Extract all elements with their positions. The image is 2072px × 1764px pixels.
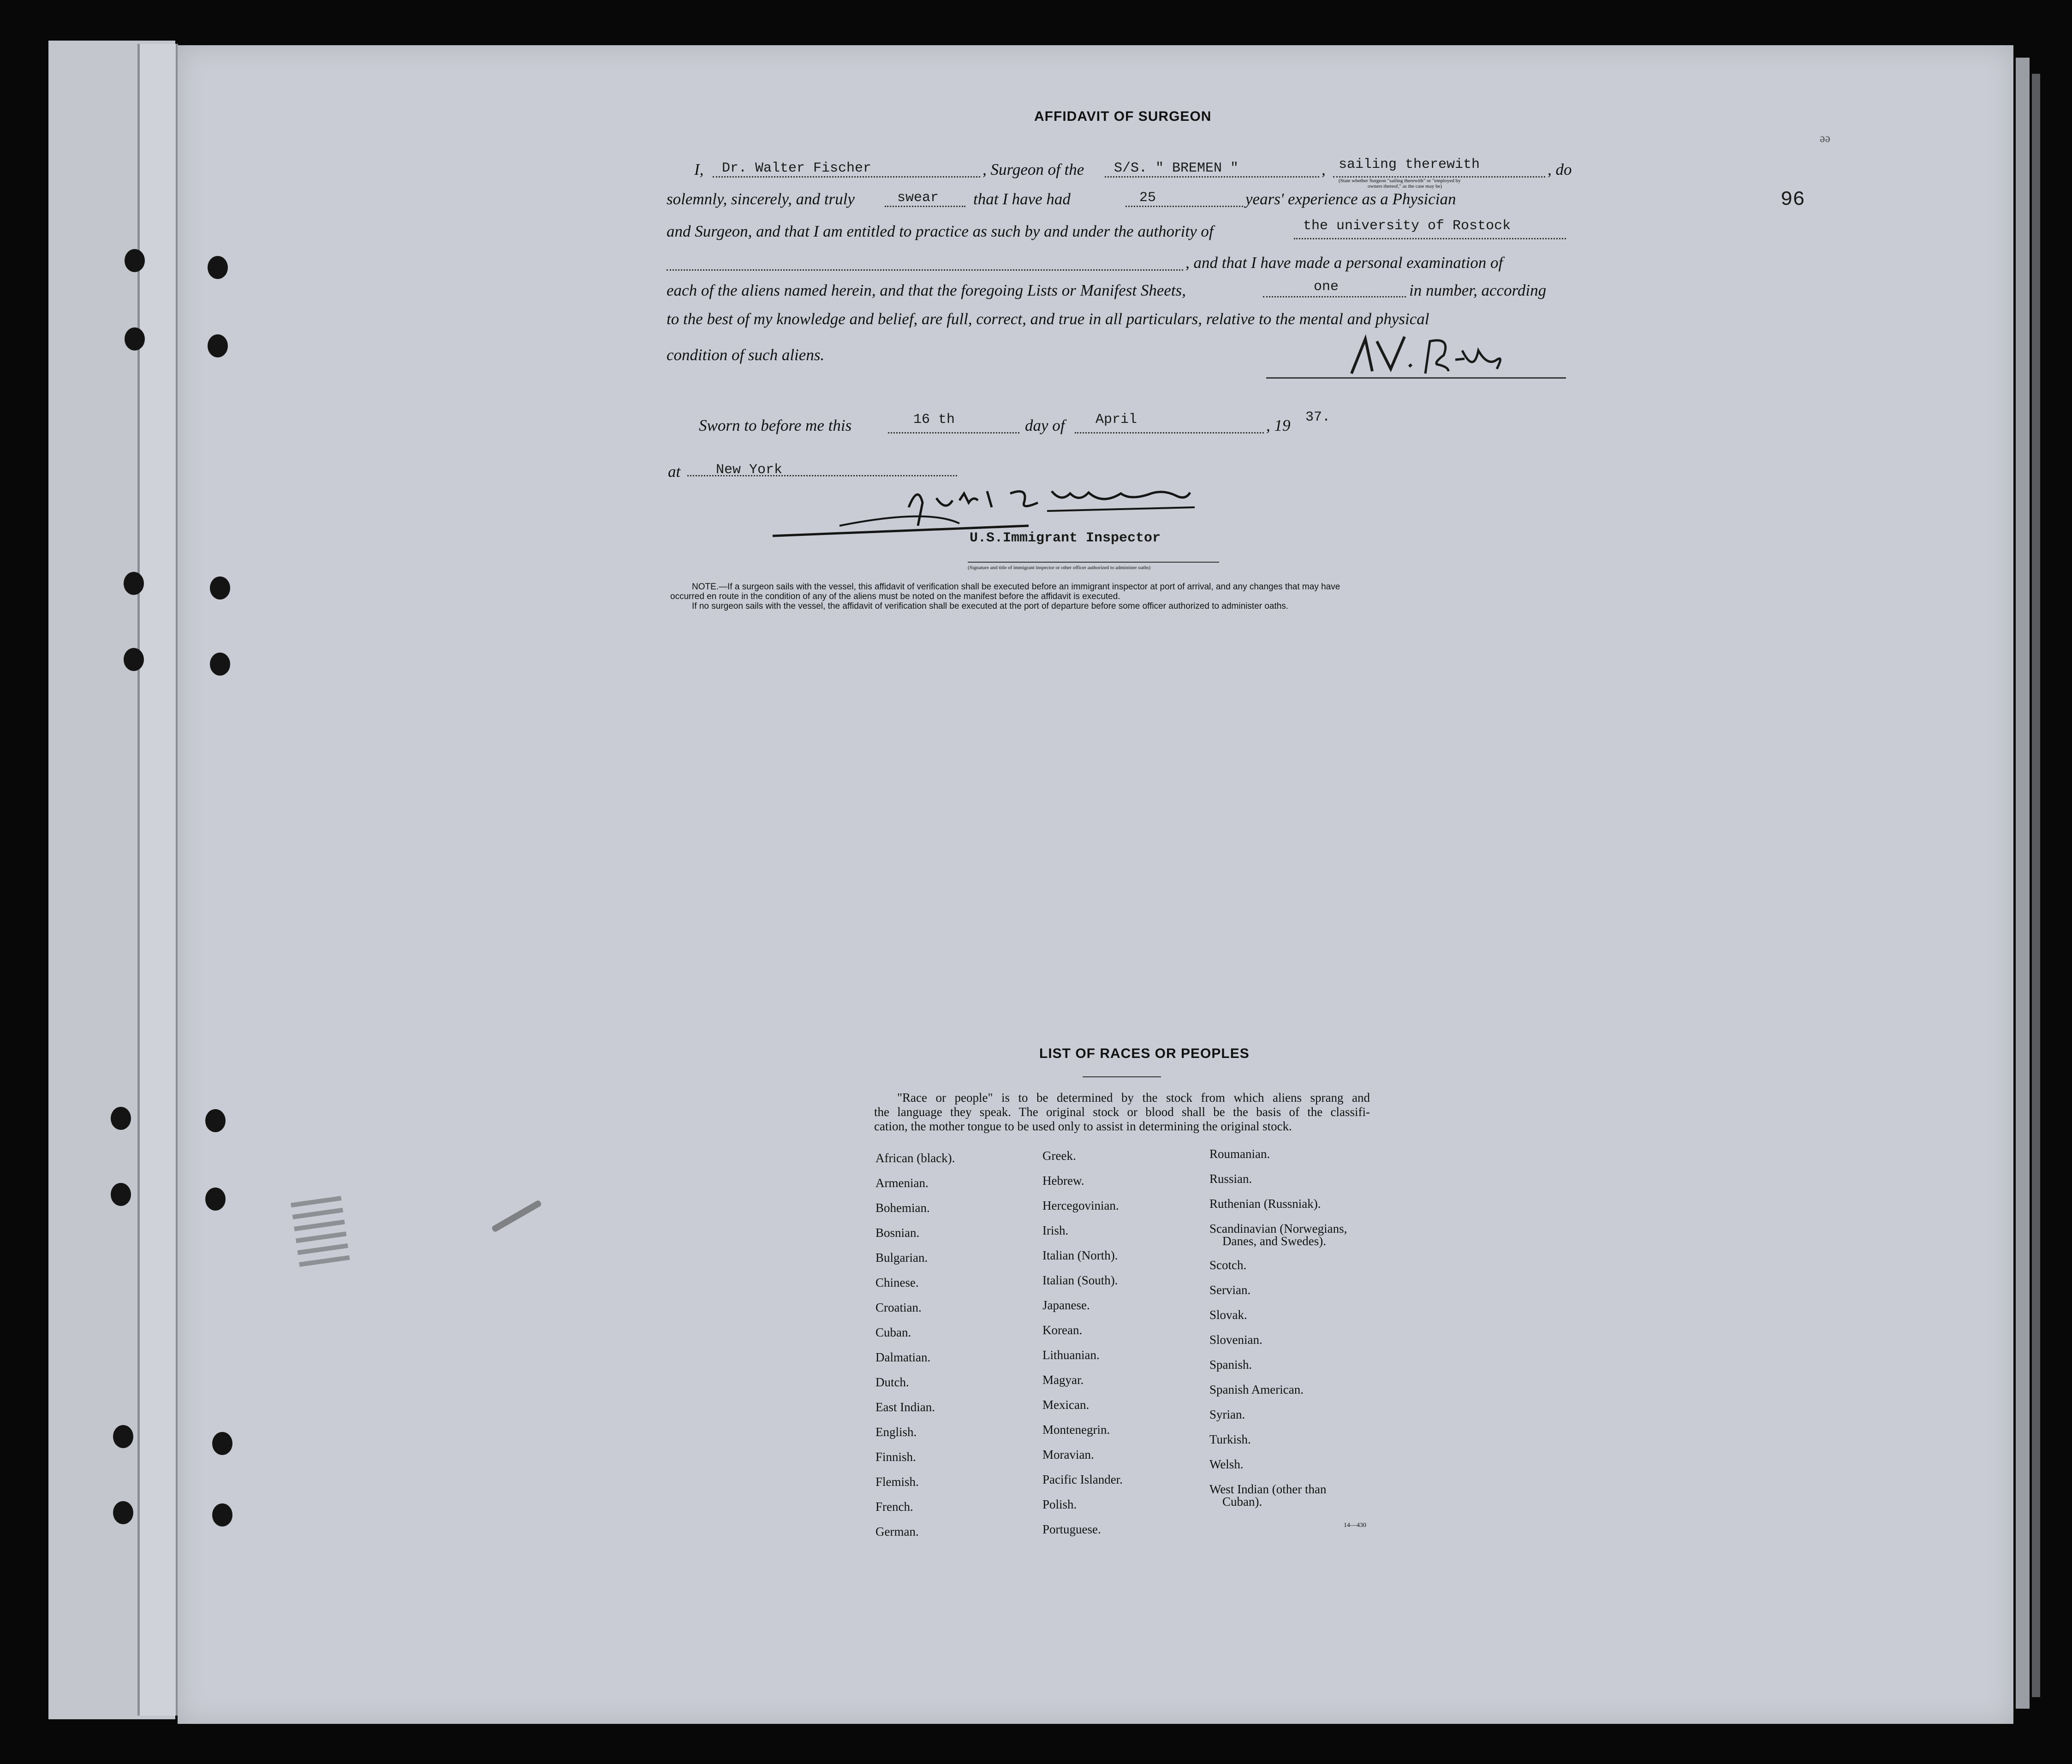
punch-hole (113, 1425, 133, 1448)
fill-line (667, 269, 1183, 271)
race-item: Mexican. (1042, 1398, 1090, 1412)
race-item: Montenegrin. (1042, 1423, 1110, 1437)
officer-title-line (968, 562, 1219, 563)
surgeon-name: Dr. Walter Fischer (722, 160, 872, 176)
punch-hole (210, 653, 230, 676)
race-item: Cuban. (875, 1325, 911, 1339)
corner-mark: ǝǝ (1820, 131, 1831, 145)
races-intro-3: cation, the mother tongue to be used only to assist in determining the original stock. (874, 1119, 1292, 1133)
race-item: French. (875, 1500, 913, 1514)
affidavit-text: Sworn to before me this (699, 416, 852, 434)
affidavit-text: each of the aliens named herein, and that the foregoing Lists or Manifest Sheets, (667, 281, 1186, 299)
surgeon-signature (1340, 323, 1534, 383)
punch-hole (208, 334, 228, 357)
affidavit-note-2: occurred en route in the condition of any of the aliens must be noted on the manifest before the affidavit is executed. (670, 592, 1120, 601)
races-intro-2: the language they speak. The original stock or blood shall be the basis of the classifi- (874, 1105, 1370, 1119)
punch-hole (210, 576, 230, 600)
race-item: Greek. (1042, 1149, 1076, 1163)
race-item: Chinese. (875, 1276, 919, 1289)
race-item: Italian (South). (1042, 1273, 1118, 1287)
oath-month: April (1096, 412, 1137, 428)
status-hint: owners thereof," as the case may be) (1368, 184, 1442, 189)
affidavit-text: and Surgeon, and that I am entitled to practice as such by and under the authority of (667, 222, 1214, 240)
affidavit-text: , do (1548, 160, 1572, 178)
fill-line (1075, 432, 1264, 434)
signature-caption: (Signature and title of immigrant inspector or other officer authorized to administer oaths) (968, 565, 1151, 570)
race-item: Polish. (1042, 1497, 1077, 1511)
race-item: Dutch. (875, 1375, 909, 1389)
status-hint: (State whether Surgeon "sailing therewith" or "employed by (1339, 178, 1461, 184)
race-item: West Indian (other than (1209, 1482, 1327, 1496)
fill-line (1294, 238, 1566, 239)
race-item-continued: Danes, and Swedes). (1222, 1234, 1326, 1248)
race-item: Servian. (1209, 1283, 1251, 1297)
fill-line (1105, 176, 1319, 178)
affidavit-title: AFFIDAVIT OF SURGEON (1034, 109, 1212, 124)
affidavit-note-1: NOTE.—If a surgeon sails with the vessel, this affidavit of verification shall be executed before an immigrant inspector at port of arrival, and any changes that may have (692, 582, 1340, 592)
binding-strip (137, 44, 178, 1716)
races-title-rule (1083, 1076, 1161, 1077)
signature-line (1266, 377, 1566, 379)
oath-day: 16 th (913, 412, 955, 428)
race-item: Italian (North). (1042, 1248, 1118, 1262)
punch-hole (125, 327, 145, 350)
race-item: German. (875, 1525, 919, 1538)
page-edge (2016, 58, 2030, 1709)
affidavit-text: , (1322, 160, 1326, 178)
race-item: Japanese. (1042, 1298, 1090, 1312)
race-item: Bohemian. (875, 1201, 930, 1215)
race-item: Russian. (1209, 1172, 1252, 1186)
race-item: African (black). (875, 1151, 955, 1165)
fill-line (885, 206, 965, 207)
affidavit-text: in number, according (1409, 281, 1547, 299)
race-item: Portuguese. (1042, 1522, 1101, 1536)
punch-hole (125, 249, 145, 272)
affidavit-text: that I have had (973, 190, 1071, 208)
licensing-authority: the university of Rostock (1303, 218, 1511, 234)
punch-hole (124, 572, 144, 595)
race-item: Hebrew. (1042, 1174, 1084, 1188)
ship-name: S/S. " BREMEN " (1114, 160, 1239, 176)
race-item: Lithuanian. (1042, 1348, 1100, 1362)
fill-line (713, 176, 980, 178)
races-title: LIST OF RACES OR PEOPLES (1039, 1046, 1250, 1061)
punch-hole (212, 1503, 232, 1526)
race-item: Spanish. (1209, 1358, 1252, 1372)
form-number: 14—430 (1344, 1522, 1366, 1529)
affidavit-text: , and that I have made a personal examination of (1185, 254, 1503, 272)
punch-hole (113, 1501, 133, 1524)
affidavit-text: I, (694, 160, 704, 178)
punch-hole (111, 1107, 131, 1130)
fill-line (1125, 206, 1243, 207)
affidavit-text: at (668, 463, 681, 481)
race-item: Slovenian. (1209, 1333, 1262, 1347)
affidavit-note-3: If no surgeon sails with the vessel, the affidavit of verification shall be executed at the port of departure before some officer authorized to administer oaths. (692, 601, 1289, 611)
stamp-mark (291, 1196, 351, 1271)
affidavit-text: to the best of my knowledge and belief, are full, correct, and true in all particulars, relative to the mental and physical (667, 310, 1429, 328)
page-edge-shadow (2032, 74, 2040, 1697)
affidavit-text: solemnly, sincerely, and truly (667, 190, 855, 208)
manifest-sheet-count: one (1313, 279, 1339, 295)
race-item: Syrian. (1209, 1408, 1245, 1421)
years-experience: 25 (1139, 190, 1156, 206)
race-item: Bosnian. (875, 1226, 920, 1240)
race-item: Bulgarian. (875, 1251, 928, 1265)
races-intro-1: "Race or people" is to be determined by the stock from which aliens sprang and (897, 1091, 1370, 1105)
fill-line (1263, 296, 1406, 297)
race-item: Welsh. (1209, 1457, 1244, 1471)
race-item: Moravian. (1042, 1448, 1094, 1461)
race-item: English. (875, 1425, 917, 1439)
race-item: Dalmatian. (875, 1350, 931, 1364)
affidavit-text: condition of such aliens. (667, 346, 825, 364)
race-item: Slovak. (1209, 1308, 1247, 1322)
race-item: Finnish. (875, 1450, 916, 1464)
fill-line (1333, 176, 1545, 178)
race-item: Ruthenian (Russniak). (1209, 1197, 1321, 1211)
page-number: 96 (1780, 188, 1805, 211)
race-item: Irish. (1042, 1224, 1069, 1237)
race-item: Korean. (1042, 1323, 1083, 1337)
race-item-continued: Cuban). (1222, 1495, 1262, 1509)
officer-title: U.S.Immigrant Inspector (970, 530, 1161, 546)
race-item: Scandinavian (Norwegians, (1209, 1222, 1347, 1235)
race-item: Armenian. (875, 1176, 929, 1190)
affidavit-text: years' experience as a Physician (1245, 190, 1456, 208)
race-item: Scotch. (1209, 1258, 1247, 1272)
punch-hole (124, 648, 144, 671)
oath-word: swear (897, 190, 939, 206)
punch-hole (208, 256, 228, 279)
affidavit-text: , 19 (1266, 416, 1291, 434)
race-item: Turkish. (1209, 1432, 1251, 1446)
race-item: Pacific Islander. (1042, 1473, 1123, 1486)
race-item: Flemish. (875, 1475, 919, 1489)
race-item: Hercegovinian. (1042, 1199, 1119, 1212)
affidavit-text: day of (1025, 416, 1065, 434)
race-item: Croatian. (875, 1301, 922, 1314)
oath-place: New York (716, 462, 783, 478)
race-item: East Indian. (875, 1400, 935, 1414)
affidavit-text: , Surgeon of the (982, 160, 1084, 178)
punch-hole (212, 1432, 232, 1455)
race-item: Magyar. (1042, 1373, 1084, 1387)
oath-year: 37. (1305, 410, 1331, 425)
race-item: Roumanian. (1209, 1147, 1270, 1161)
fill-line (888, 432, 1019, 434)
punch-hole (205, 1109, 226, 1132)
punch-hole (111, 1183, 131, 1206)
punch-hole (205, 1188, 226, 1211)
race-item: Spanish American. (1209, 1383, 1304, 1396)
surgeon-status: sailing therewith (1339, 157, 1480, 172)
